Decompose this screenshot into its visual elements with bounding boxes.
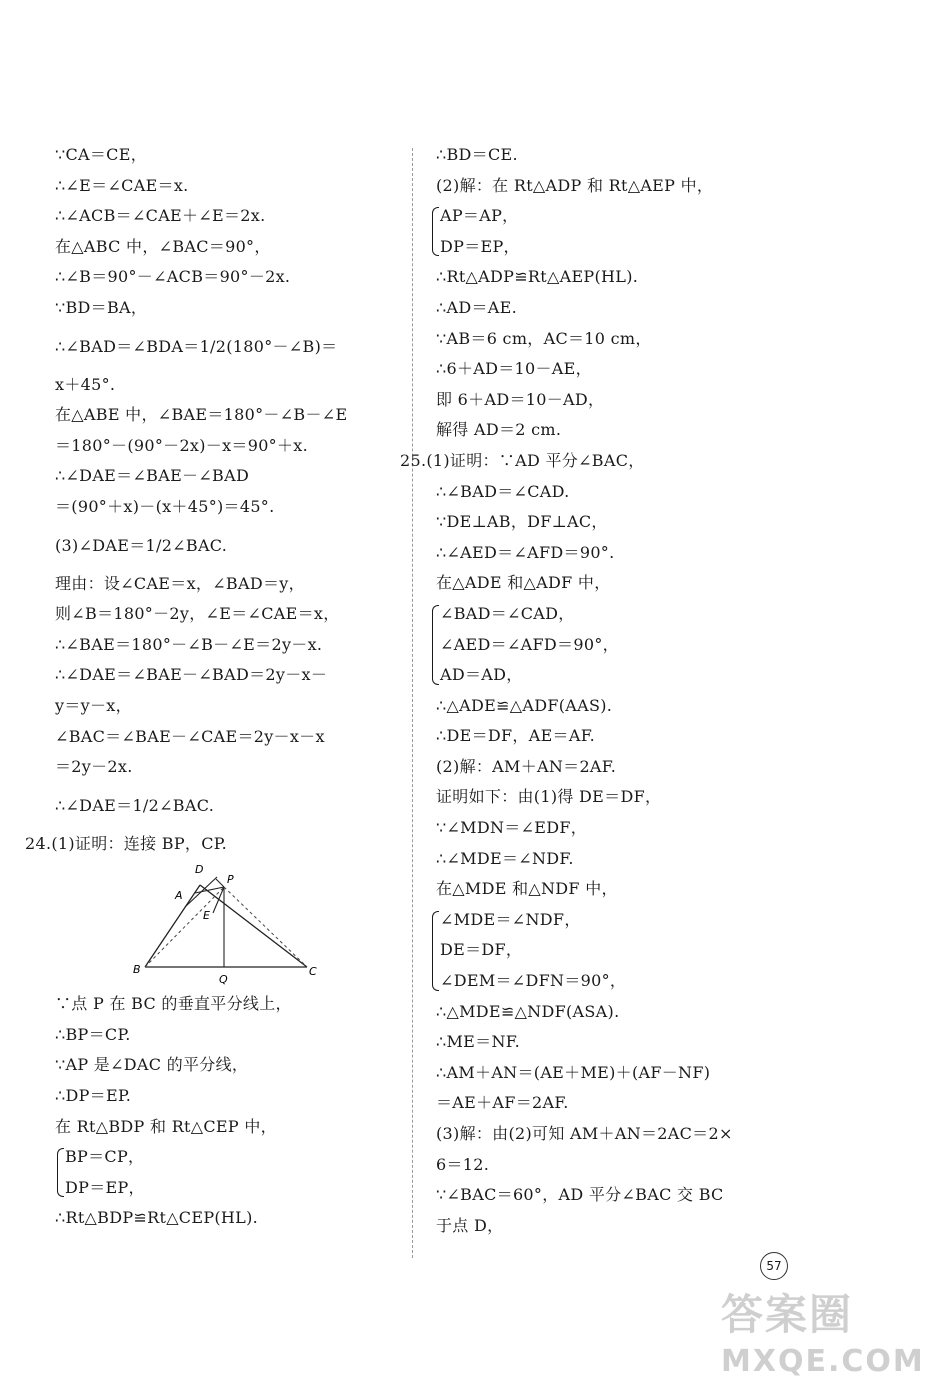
- text-line: ∵∠MDN＝∠EDF，: [436, 818, 588, 838]
- text-line: ∴△ADE≌△ADF(AAS).: [436, 695, 613, 715]
- text-line: ∠BAC＝∠BAE－∠CAE＝2y－x－x: [55, 726, 325, 746]
- text-line: DP＝EP，: [440, 236, 520, 256]
- text-line: ∵AB＝6 cm，AC＝10 cm，: [436, 328, 652, 348]
- text-line: ∵∠BAC＝60°，AD 平分∠BAC 交 BC: [436, 1185, 724, 1205]
- triangle-diagram: [125, 859, 335, 987]
- label-a: A: [175, 889, 183, 903]
- text-line: ∴6＋AD＝10－AE，: [436, 359, 592, 379]
- text-line: ∴∠BAE＝180°－∠B－∠E＝2y－x.: [55, 634, 323, 654]
- text-line: 在△ABE 中，∠BAE＝180°－∠B－∠E: [55, 405, 348, 425]
- text-line: ∴DP＝EP.: [55, 1086, 132, 1106]
- text-line: ∵CA＝CE，: [55, 145, 147, 164]
- text-line: ＝(90°＋x)－(x＋45°)＝45°.: [55, 496, 275, 516]
- text-line: 理由：设∠CAE＝x，∠BAD＝y，: [55, 573, 305, 593]
- text-line: BP＝CP，: [65, 1147, 145, 1167]
- text-line: 证明如下：由(1)得 DE＝DF，: [436, 787, 662, 807]
- text-line: ∴∠DAE＝1/2∠BAC.: [55, 795, 215, 815]
- text-line: ∴∠B＝90°－∠ACB＝90°－2x.: [55, 267, 291, 287]
- text-line: (3)∠DAE＝1/2∠BAC.: [55, 535, 228, 555]
- watermark-url: MXQE.COM: [721, 1344, 925, 1379]
- text-line: ∴BP＝CP.: [55, 1024, 131, 1044]
- text-line: ＝AE＋AF＝2AF.: [436, 1093, 569, 1113]
- text-line: ∠BAD＝∠CAD，: [440, 603, 575, 623]
- text-line: DE＝DF，: [440, 940, 523, 960]
- text-line: AP＝AP，: [440, 206, 519, 226]
- label-c: C: [309, 965, 317, 979]
- text-line: DP＝EP，: [65, 1177, 145, 1197]
- text-line: AD＝AD，: [440, 665, 523, 685]
- text-line: 6＝12.: [436, 1154, 490, 1174]
- text-line: ∴AM＋AN＝(AE＋ME)＋(AF－NF): [436, 1062, 711, 1082]
- text-line: ∴∠MDE＝∠NDF.: [436, 848, 574, 868]
- text-line: ∠AED＝∠AFD＝90°，: [440, 634, 619, 654]
- text-line: ∠MDE＝∠NDF，: [440, 909, 581, 929]
- problem-24-heading: 24.(1)证明：连接 BP，CP.: [25, 833, 227, 853]
- equation-system: [430, 599, 800, 691]
- text-line: 解得 AD＝2 cm.: [436, 420, 562, 440]
- left-column: [25, 140, 400, 1234]
- text-line: ∴BD＝CE.: [436, 145, 518, 164]
- text-line: 在△ADE 和△ADF 中，: [436, 573, 611, 593]
- label-d: D: [195, 863, 204, 877]
- text-line: 在△ABC 中，∠BAC＝90°，: [55, 236, 271, 256]
- text-line: ∴AD＝AE.: [436, 297, 517, 317]
- geometry-figure: [55, 859, 400, 989]
- text-line: (2)解：在 Rt△ADP 和 Rt△AEP 中，: [436, 175, 714, 195]
- label-e: E: [203, 909, 210, 923]
- text-line: ∴∠ACB＝∠CAE＋∠E＝2x.: [55, 206, 266, 226]
- text-line: ∴∠BAD＝∠BDA＝1/2(180°－∠B)＝: [55, 336, 338, 356]
- text-line: 在△MDE 和△NDF 中，: [436, 879, 618, 899]
- text-line: ∠DEM＝∠DFN＝90°，: [440, 971, 627, 991]
- label-p: P: [227, 873, 234, 887]
- column-divider: [412, 148, 413, 1258]
- text-line: ＝2y－2x.: [55, 757, 133, 777]
- text-line: ＝180°－(90°－2x)－x＝90°＋x.: [55, 435, 308, 455]
- equation-system: [55, 1142, 400, 1203]
- text-line: ∴∠E＝∠CAE＝x.: [55, 175, 189, 195]
- text-line: ∵点 P 在 BC 的垂直平分线上，: [55, 994, 292, 1014]
- equation-system: [430, 201, 800, 262]
- text-line: ∵BD＝BA，: [55, 297, 148, 317]
- text-line: ∴∠BAD＝∠CAD.: [436, 481, 570, 501]
- text-line: x＋45°.: [55, 374, 116, 394]
- text-line: ∴Rt△BDP≌Rt△CEP(HL).: [55, 1208, 259, 1228]
- right-column: [400, 140, 800, 1241]
- text-line: ∴∠DAE＝∠BAE－∠BAD: [55, 466, 250, 486]
- text-line: ∴△MDE≌△NDF(ASA).: [436, 1001, 620, 1021]
- text-line: ∴ME＝NF.: [436, 1032, 521, 1052]
- text-line: y＝y－x，: [55, 695, 132, 715]
- text-line: 即 6＋AD＝10－AD，: [436, 389, 605, 409]
- text-line: ∵DE⊥AB，DF⊥AC，: [436, 512, 608, 532]
- text-line: 则∠B＝180°－2y，∠E＝∠CAE＝x，: [55, 604, 340, 624]
- problem-25-heading: 25.(1)证明：∵AD 平分∠BAC，: [400, 450, 645, 470]
- text-line: ∴∠AED＝∠AFD＝90°.: [436, 542, 615, 562]
- watermark-text: 答案圈: [721, 1290, 854, 1339]
- page-number: 57: [760, 1252, 788, 1280]
- text-line: 于点 D，: [436, 1215, 504, 1235]
- text-line: ∴DE＝DF，AE＝AF.: [436, 726, 596, 746]
- label-b: B: [133, 963, 141, 977]
- watermark-logo: [715, 1278, 925, 1388]
- text-line: ∴Rt△ADP≌Rt△AEP(HL).: [436, 267, 639, 287]
- text-line: 在 Rt△BDP 和 Rt△CEP 中，: [55, 1116, 277, 1136]
- text-line: (3)解：由(2)可知 AM＋AN＝2AC＝2×: [436, 1124, 733, 1143]
- text-line: ∴∠DAE＝∠BAE－∠BAD＝2y－x－: [55, 665, 328, 685]
- equation-system: [430, 905, 800, 997]
- text-line: (2)解：AM＋AN＝2AF.: [436, 756, 617, 776]
- label-q: Q: [219, 973, 228, 987]
- text-line: ∵AP 是∠DAC 的平分线，: [55, 1055, 249, 1075]
